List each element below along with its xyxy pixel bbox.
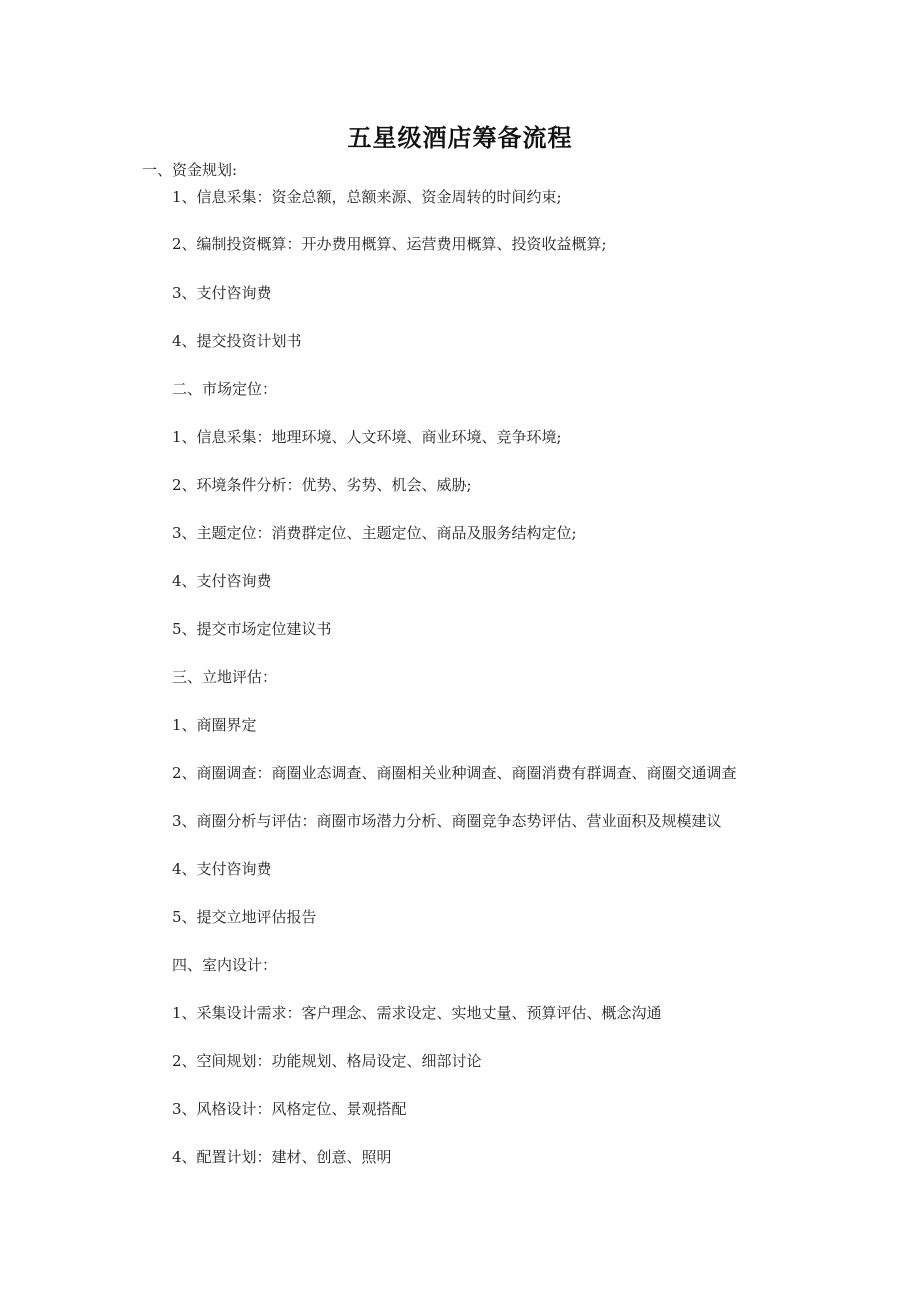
list-item: 2、商圈调查：商圈业态调查、商圈相关业种调查、商圈消费有群调查、商圈交通调查 — [172, 764, 737, 782]
list-item: 3、主题定位：消费群定位、主题定位、商品及服务结构定位; — [172, 524, 577, 542]
list-item: 5、提交市场定位建议书 — [172, 620, 332, 638]
list-item: 2、空间规划：功能规划、格局设定、细部讨论 — [172, 1052, 482, 1070]
list-item: 4、支付咨询费 — [172, 572, 272, 590]
list-item: 4、配置计划：建材、创意、照明 — [172, 1148, 392, 1166]
list-item: 2、环境条件分析：优势、劣势、机会、威胁; — [172, 476, 472, 494]
list-item: 1、采集设计需求：客户理念、需求设定、实地丈量、预算评估、概念沟通 — [172, 1004, 662, 1022]
list-item: 1、信息采集：资金总额，总额来源、资金周转的时间约束; — [172, 188, 562, 206]
list-item: 1、商圈界定 — [172, 716, 257, 734]
section-heading-funding: 一、资金规划: — [142, 161, 238, 179]
list-item: 1、信息采集：地理环境、人文环境、商业环境、竞争环境; — [172, 428, 562, 446]
section-heading-market: 二、市场定位： — [172, 380, 278, 398]
list-item: 3、风格设计：风格定位、景观搭配 — [172, 1100, 407, 1118]
section-heading-site: 三、立地评估： — [172, 668, 278, 686]
list-item: 2、编制投资概算：开办费用概算、运营费用概算、投资收益概算; — [172, 235, 607, 253]
list-item: 5、提交立地评估报告 — [172, 908, 317, 926]
list-item: 4、提交投资计划书 — [172, 332, 302, 350]
document-title: 五星级酒店筹备流程 — [347, 123, 573, 152]
list-item: 4、支付咨询费 — [172, 860, 272, 878]
list-item: 3、商圈分析与评估：商圈市场潜力分析、商圈竞争态势评估、营业面积及规模建议 — [172, 812, 722, 830]
section-heading-interior: 四、室内设计： — [172, 956, 278, 974]
list-item: 3、支付咨询费 — [172, 284, 272, 302]
